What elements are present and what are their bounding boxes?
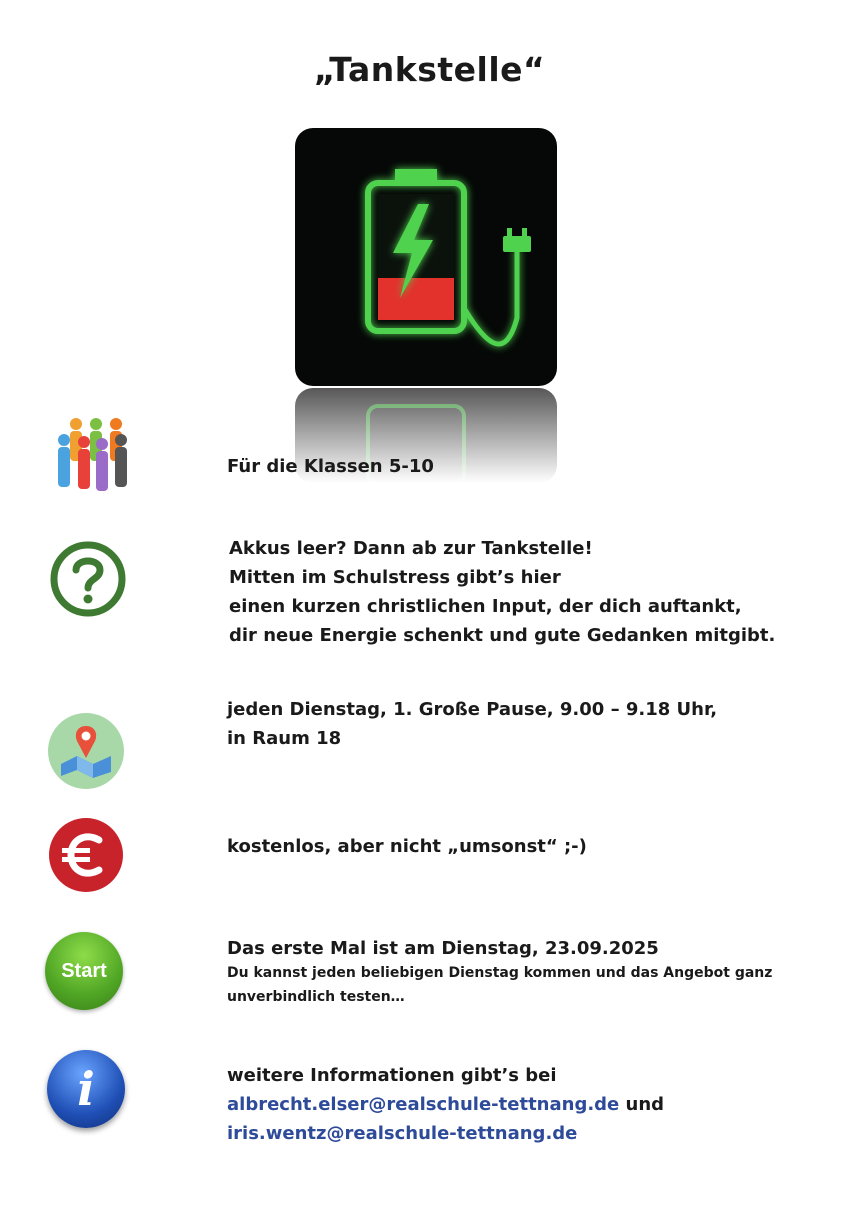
time-line: jeden Dienstag, 1. Große Pause, 9.00 – 9.18 Uhr,	[227, 699, 718, 720]
classes-text: Für die Klassen 5-10	[227, 456, 434, 477]
page-title: „Tankstelle“	[313, 50, 546, 89]
note-line: unverbindlich testen…	[227, 989, 405, 1005]
start-label: Start	[61, 959, 107, 982]
battery-charging-icon	[295, 128, 557, 386]
group-people-icon	[50, 414, 134, 498]
note-text	[227, 961, 772, 1009]
contact-text	[227, 1061, 664, 1148]
map-pin-icon	[47, 712, 125, 790]
cost-text: kostenlos, aber nicht „umsonst“ ;-)	[227, 836, 587, 857]
room-line: in Raum 18	[227, 728, 342, 749]
info-icon: i	[47, 1050, 125, 1128]
contact-intro: weitere Informationen gibt’s bei	[227, 1065, 557, 1086]
description-line: einen kurzen christlichen Input, der dich auftankt,	[229, 596, 742, 617]
description-line: Akkus leer? Dann ab zur Tankstelle!	[229, 538, 593, 559]
email-link-elser[interactable]: albrecht.elser@realschule-tettnang.de	[227, 1094, 620, 1115]
description-line: Mitten im Schulstress gibt’s hier	[229, 567, 561, 588]
start-button-icon	[45, 932, 123, 1010]
connector-text: und	[625, 1094, 665, 1115]
first-date-text: Das erste Mal ist am Dienstag, 23.09.2025	[227, 938, 659, 959]
description-text	[229, 534, 775, 650]
time-location-text	[227, 695, 717, 753]
question-mark-icon	[48, 539, 128, 619]
description-line: dir neue Energie schenkt und gute Gedanken mitgibt.	[229, 625, 776, 646]
euro-icon	[47, 816, 125, 894]
email-link-wentz[interactable]: iris.wentz@realschule-tettnang.de	[227, 1123, 578, 1144]
note-line: Du kannst jeden beliebigen Dienstag kommen und das Angebot ganz	[227, 965, 773, 981]
